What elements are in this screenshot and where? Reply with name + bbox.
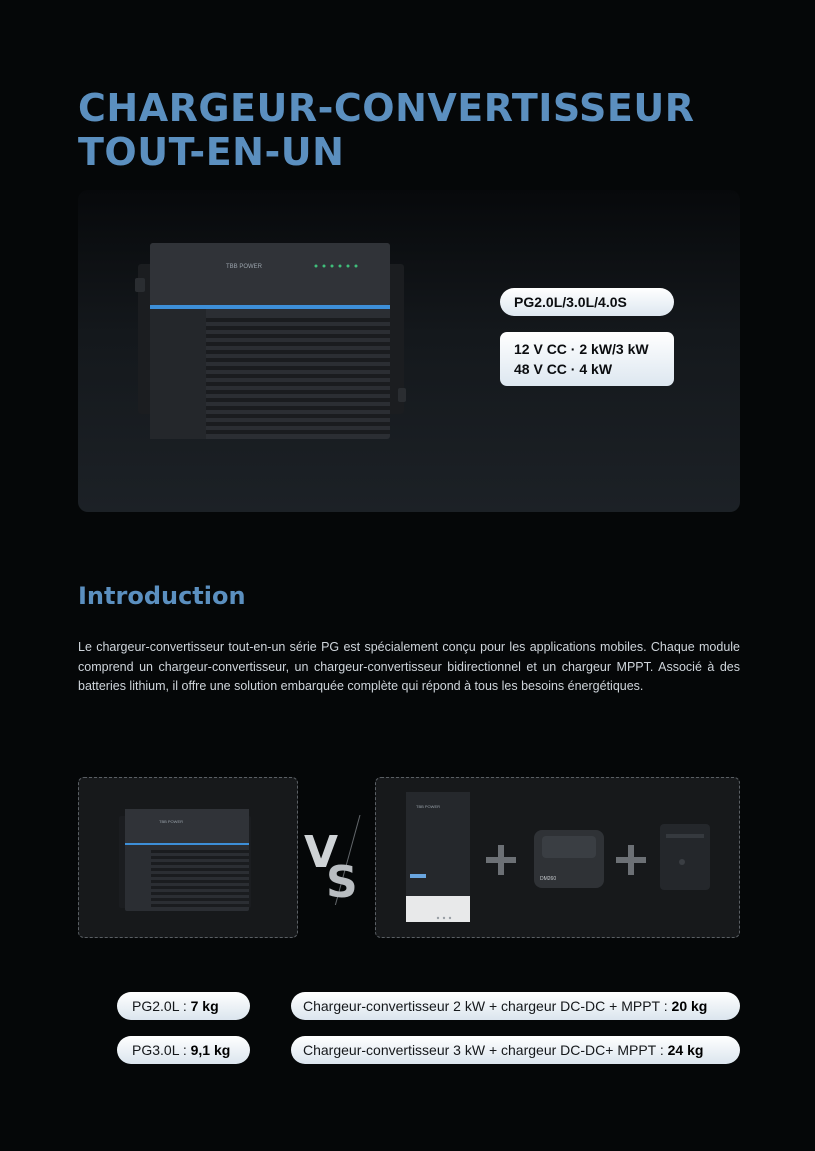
plus-icon [616,845,646,875]
spec-line-2: 48 V CC · 4 kW [514,361,613,377]
model-badge: PG2.0L/3.0L/4.0S [500,288,674,316]
pg30-weight: 9,1 kg [190,1042,231,1058]
separate-components-box [375,777,740,938]
inverter-brand-logo: TBB POWER [416,804,441,809]
separate-components-image [376,778,741,939]
hero-brand-logo: TBB POWER [226,264,263,270]
all-in-one-product-image [79,778,299,939]
all-in-one-brand-logo: TBB POWER [159,819,184,824]
pg20-weight: 7 kg [190,998,219,1014]
pg30-label: PG3.0L : [132,1042,191,1058]
spec-line-1: 12 V CC · 2 kW/3 kW [514,341,649,357]
combo2-label: Chargeur-convertisseur 2 kW + chargeur DC-DC + MPPT : [303,998,672,1014]
introduction-heading: Introduction [78,582,246,610]
title-line-2: TOUT-EN-UN [78,130,345,174]
hero-panel [78,190,740,512]
hero-product-image [130,238,430,478]
weight-combo-2kw [291,992,740,1020]
spec-badge [500,332,674,386]
introduction-body: Le chargeur-convertisseur tout-en-un série PG est spécialement conçu pour les applications mobiles. Chaque module comprend un chargeur-convertisseur, un chargeur-convertisseur bidirectionnel et un chargeur MPPT. Associé à des batteries lithium, il offre une solution embarquée complète qui répond à tous les besoins énergétiques. [78,640,740,693]
page-title [78,86,758,174]
dcdc-label: DM260 [540,876,557,882]
weight-combo-3kw [291,1036,740,1064]
combo3-label: Chargeur-convertisseur 3 kW + chargeur DC-DC+ MPPT : [303,1042,668,1058]
title-line-1: CHARGEUR-CONVERTISSEUR [78,86,695,130]
weight-pg20 [117,992,250,1020]
plus-icon [486,845,516,875]
vs-letter-v: V [304,827,339,878]
vs-graphic [300,815,374,905]
combo2-weight: 20 kg [671,998,708,1014]
combo3-weight: 24 kg [667,1042,704,1058]
vs-letter-s: S [326,857,358,905]
all-in-one-box [78,777,298,938]
pg20-label: PG2.0L : [132,998,191,1014]
weight-pg30 [117,1036,250,1064]
